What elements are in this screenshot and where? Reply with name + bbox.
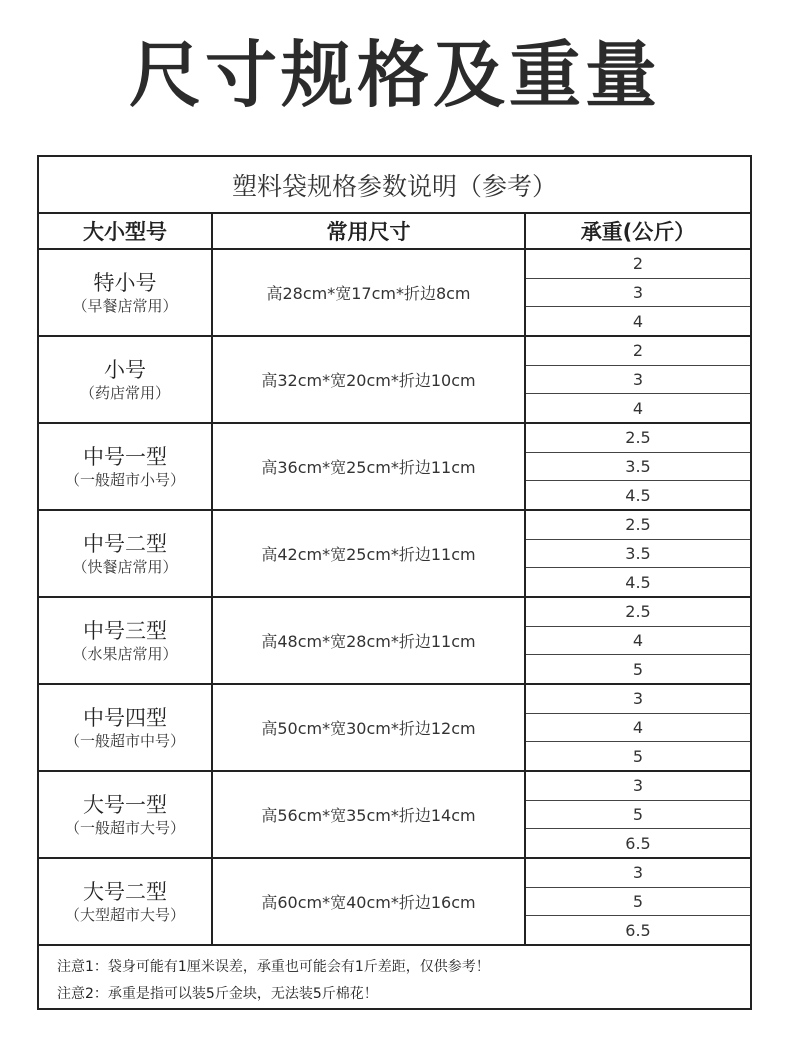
load-value: 2.5 — [526, 511, 750, 540]
load-cell — [526, 772, 750, 857]
model-name: 大号一型 — [83, 792, 167, 817]
size-cell: 高36cm*宽25cm*折边11cm — [213, 424, 526, 509]
load-value: 2.5 — [526, 424, 750, 453]
load-value: 3 — [526, 685, 750, 714]
table-body — [39, 250, 750, 946]
load-cell — [526, 424, 750, 509]
load-value: 6.5 — [625, 920, 651, 940]
header-size: 常用尺寸 — [213, 214, 526, 248]
size-cell: 高50cm*宽30cm*折边12cm — [213, 685, 526, 770]
table-row — [39, 772, 750, 859]
load-cell — [526, 685, 750, 770]
load-value: 2 — [526, 337, 750, 366]
spec-table — [37, 155, 752, 1010]
note-1: 注意1：袋身可能有1厘米误差，承重也可能会有1斤差距，仅供参考！ — [57, 959, 490, 975]
load-value: 3 — [526, 279, 750, 308]
model-name: 小号 — [104, 357, 146, 382]
model-cell — [39, 598, 213, 683]
model-name: 中号二型 — [83, 531, 167, 556]
load-value: 4 — [632, 311, 644, 331]
table-row — [39, 859, 750, 946]
table-header-row — [39, 214, 750, 250]
header-model: 大小型号 — [39, 214, 213, 248]
load-value: 3 — [526, 772, 750, 801]
load-cell — [526, 859, 750, 944]
load-value: 2.5 — [526, 598, 750, 627]
load-cell — [526, 250, 750, 335]
model-cell — [39, 424, 213, 509]
table-row — [39, 424, 750, 511]
load-value: 4.5 — [625, 485, 651, 505]
table-row — [39, 250, 750, 337]
model-cell — [39, 250, 213, 335]
model-cell — [39, 685, 213, 770]
load-value: 5 — [632, 746, 644, 766]
table-row — [39, 337, 750, 424]
model-cell — [39, 337, 213, 422]
size-cell: 高42cm*宽25cm*折边11cm — [213, 511, 526, 596]
model-usage: （一般超市中号） — [64, 731, 185, 750]
load-cell — [526, 337, 750, 422]
model-cell — [39, 772, 213, 857]
size-cell: 高48cm*宽28cm*折边11cm — [213, 598, 526, 683]
load-value: 5 — [526, 888, 750, 917]
load-value: 3 — [526, 859, 750, 888]
load-value: 2 — [526, 250, 750, 279]
model-name: 中号一型 — [83, 444, 167, 469]
load-cell — [526, 598, 750, 683]
notes — [57, 954, 737, 1008]
load-value: 4 — [632, 398, 644, 418]
model-cell — [39, 511, 213, 596]
model-usage: （水果店常用） — [72, 644, 178, 663]
model-usage: （一般超市大号） — [64, 818, 185, 837]
load-value: 5 — [632, 659, 644, 679]
header-load: 承重(公斤） — [580, 220, 696, 244]
size-cell: 高60cm*宽40cm*折边16cm — [213, 859, 526, 944]
model-usage: （药店常用） — [79, 383, 170, 402]
load-value: 4 — [526, 627, 750, 656]
model-usage: （早餐店常用） — [72, 296, 178, 315]
model-cell — [39, 859, 213, 944]
table-caption: 塑料袋规格参数说明（参考） — [39, 157, 750, 214]
model-name: 中号三型 — [83, 618, 167, 643]
size-cell: 高56cm*宽35cm*折边14cm — [213, 772, 526, 857]
model-usage: （一般超市小号） — [64, 470, 185, 489]
load-value: 4.5 — [625, 572, 651, 592]
table-row — [39, 685, 750, 772]
load-value: 6.5 — [625, 833, 651, 853]
size-cell: 高32cm*宽20cm*折边10cm — [213, 337, 526, 422]
size-cell: 高28cm*宽17cm*折边8cm — [213, 250, 526, 335]
load-cell — [526, 511, 750, 596]
load-value: 3 — [526, 366, 750, 395]
model-name: 中号四型 — [83, 705, 167, 730]
model-name: 特小号 — [93, 270, 157, 295]
model-name: 大号二型 — [83, 879, 167, 904]
page-title: 尺寸规格及重量 — [128, 33, 661, 117]
table-row — [39, 598, 750, 685]
load-value: 3.5 — [526, 540, 750, 569]
model-usage: （快餐店常用） — [72, 557, 178, 576]
model-usage: （大型超市大号） — [64, 905, 185, 924]
note-2: 注意2：承重是指可以装5斤金块，无法装5斤棉花！ — [57, 986, 378, 1002]
table-row — [39, 511, 750, 598]
load-value: 3.5 — [526, 453, 750, 482]
load-value: 4 — [526, 714, 750, 743]
load-value: 5 — [526, 801, 750, 830]
